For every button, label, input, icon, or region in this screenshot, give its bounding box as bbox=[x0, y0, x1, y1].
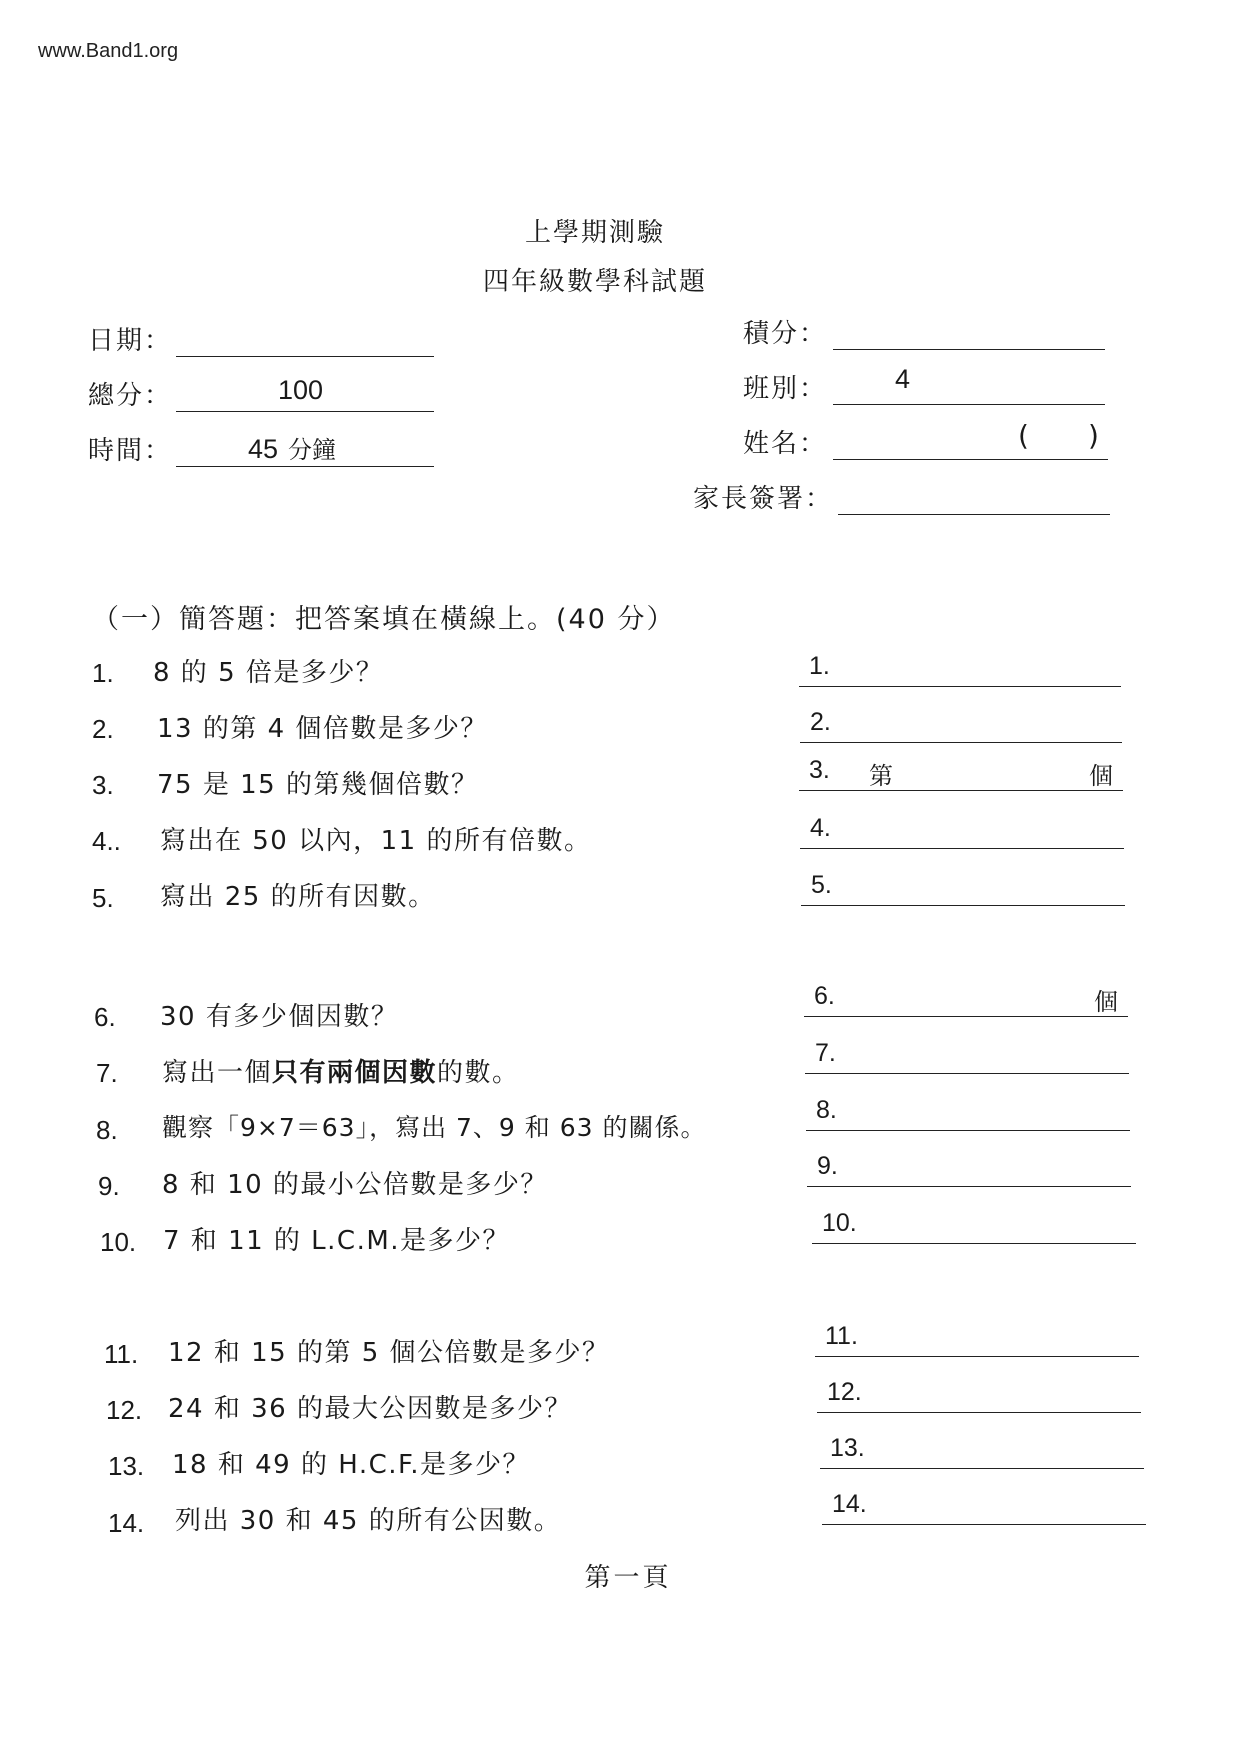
question-number: 8. bbox=[96, 1115, 118, 1145]
answer-number: 13. bbox=[830, 1434, 865, 1462]
name-input-line[interactable] bbox=[833, 459, 1108, 460]
class-line bbox=[833, 404, 1105, 405]
question-number: 3. bbox=[92, 770, 114, 800]
question-text: 列出 30 和 45 的所有公因數。 bbox=[175, 1506, 562, 1536]
total-field bbox=[88, 375, 448, 415]
answer-blank[interactable] bbox=[806, 1096, 1130, 1144]
question-text: 觀察「9×7＝63」，寫出 7、9 和 63 的關係。 bbox=[162, 1113, 707, 1142]
question-number: 4.. bbox=[92, 826, 121, 856]
answer-number: 7. bbox=[815, 1039, 836, 1067]
question-text-emphasis: 只有兩個因數 bbox=[272, 1058, 438, 1088]
date-input-line[interactable] bbox=[176, 356, 434, 357]
answer-suffix: 個 bbox=[1089, 762, 1113, 790]
date-field bbox=[88, 320, 448, 360]
answer-number: 5. bbox=[811, 871, 832, 899]
time-field bbox=[88, 430, 448, 470]
answer-blank[interactable] bbox=[800, 814, 1124, 862]
section-heading: （一）簡答題：把答案填在橫線上。(40 分） bbox=[92, 604, 676, 635]
answer-suffix: 個 bbox=[1094, 988, 1118, 1016]
question-number: 12. bbox=[106, 1395, 143, 1425]
answer-blank[interactable] bbox=[820, 1434, 1144, 1482]
question-number: 2. bbox=[92, 714, 114, 744]
answer-number: 3. bbox=[809, 756, 830, 784]
signature-input-line[interactable] bbox=[838, 514, 1110, 515]
time-label: 時間： bbox=[88, 436, 173, 466]
class-value: 4 bbox=[895, 364, 911, 394]
answer-blank[interactable] bbox=[799, 652, 1121, 700]
page-number: 第一頁 bbox=[584, 1563, 672, 1593]
question-number: 6. bbox=[94, 1002, 116, 1032]
question-number: 11. bbox=[104, 1339, 139, 1369]
question-text bbox=[162, 1052, 520, 1089]
score-input-line[interactable] bbox=[833, 349, 1105, 350]
total-label: 總分： bbox=[88, 381, 173, 411]
signature-label: 家長簽署： bbox=[693, 484, 834, 514]
answer-blank[interactable] bbox=[800, 708, 1122, 756]
answer-blank[interactable] bbox=[815, 1322, 1139, 1370]
question-number: 7. bbox=[96, 1058, 118, 1088]
answer-blank[interactable] bbox=[822, 1490, 1146, 1538]
name-field bbox=[743, 419, 1128, 463]
answer-blank[interactable] bbox=[812, 1209, 1136, 1257]
question-number: 14. bbox=[108, 1508, 145, 1538]
time-unit: 分鐘 bbox=[288, 436, 337, 464]
answer-number: 9. bbox=[817, 1152, 838, 1180]
time-line bbox=[176, 466, 434, 467]
answer-number: 14. bbox=[832, 1490, 867, 1518]
question-text: 12 和 15 的第 5 個公倍數是多少？ bbox=[168, 1338, 610, 1368]
answer-blank[interactable] bbox=[817, 1378, 1141, 1426]
question-text-post: 的數。 bbox=[437, 1058, 520, 1088]
question-text: 75 是 15 的第幾個倍數？ bbox=[157, 770, 479, 800]
answer-blank[interactable] bbox=[807, 1152, 1131, 1200]
name-paren-open: ( bbox=[1018, 419, 1029, 452]
question-text: 18 和 49 的 H.C.F.是多少？ bbox=[172, 1450, 531, 1480]
question-text: 8 的 5 倍是多少？ bbox=[153, 658, 384, 688]
question-text: 24 和 36 的最大公因數是多少？ bbox=[168, 1394, 572, 1424]
question-number: 13. bbox=[108, 1451, 145, 1481]
answer-number: 11. bbox=[825, 1322, 858, 1350]
name-paren-close: ) bbox=[1088, 419, 1099, 452]
answer-blank[interactable] bbox=[799, 756, 1123, 804]
date-label: 日期： bbox=[88, 326, 173, 356]
answer-number: 8. bbox=[816, 1096, 837, 1124]
answer-number: 1. bbox=[809, 652, 830, 680]
answer-blank[interactable] bbox=[801, 871, 1125, 919]
score-field bbox=[743, 313, 1123, 353]
class-field bbox=[743, 364, 1123, 408]
exam-subtitle: 四年級數學科試題 bbox=[482, 267, 707, 297]
answer-number: 4. bbox=[810, 814, 831, 842]
question-text: 13 的第 4 個倍數是多少？ bbox=[157, 714, 488, 744]
score-label: 積分： bbox=[743, 319, 828, 349]
class-label: 班別： bbox=[743, 374, 828, 404]
answer-prefix: 第 bbox=[869, 762, 893, 790]
exam-title: 上學期測驗 bbox=[524, 218, 665, 248]
answer-number: 12. bbox=[827, 1378, 862, 1406]
question-text: 寫出 25 的所有因數。 bbox=[160, 882, 436, 912]
question-text: 7 和 11 的 L.C.M.是多少？ bbox=[163, 1226, 511, 1256]
answer-number: 2. bbox=[810, 708, 831, 736]
question-text-pre: 寫出一個 bbox=[162, 1058, 273, 1088]
time-value: 45 bbox=[248, 434, 279, 464]
question-number: 1. bbox=[92, 658, 114, 688]
question-number: 9. bbox=[98, 1171, 120, 1201]
answer-blank[interactable] bbox=[804, 982, 1128, 1030]
question-number: 5. bbox=[92, 883, 114, 913]
answer-number: 10. bbox=[822, 1209, 857, 1237]
answer-number: 6. bbox=[814, 982, 835, 1010]
total-line bbox=[176, 411, 434, 412]
signature-field bbox=[693, 478, 1113, 518]
total-value: 100 bbox=[278, 375, 324, 405]
question-text: 寫出在 50 以內，11 的所有倍數。 bbox=[160, 826, 592, 856]
answer-blank[interactable] bbox=[805, 1039, 1129, 1087]
website-url[interactable]: www.Band1.org bbox=[38, 40, 179, 62]
question-text: 8 和 10 的最小公倍數是多少？ bbox=[162, 1170, 548, 1200]
question-number: 10. bbox=[100, 1227, 137, 1257]
question-text: 30 有多少個因數？ bbox=[160, 1002, 399, 1032]
name-label: 姓名： bbox=[743, 429, 828, 459]
